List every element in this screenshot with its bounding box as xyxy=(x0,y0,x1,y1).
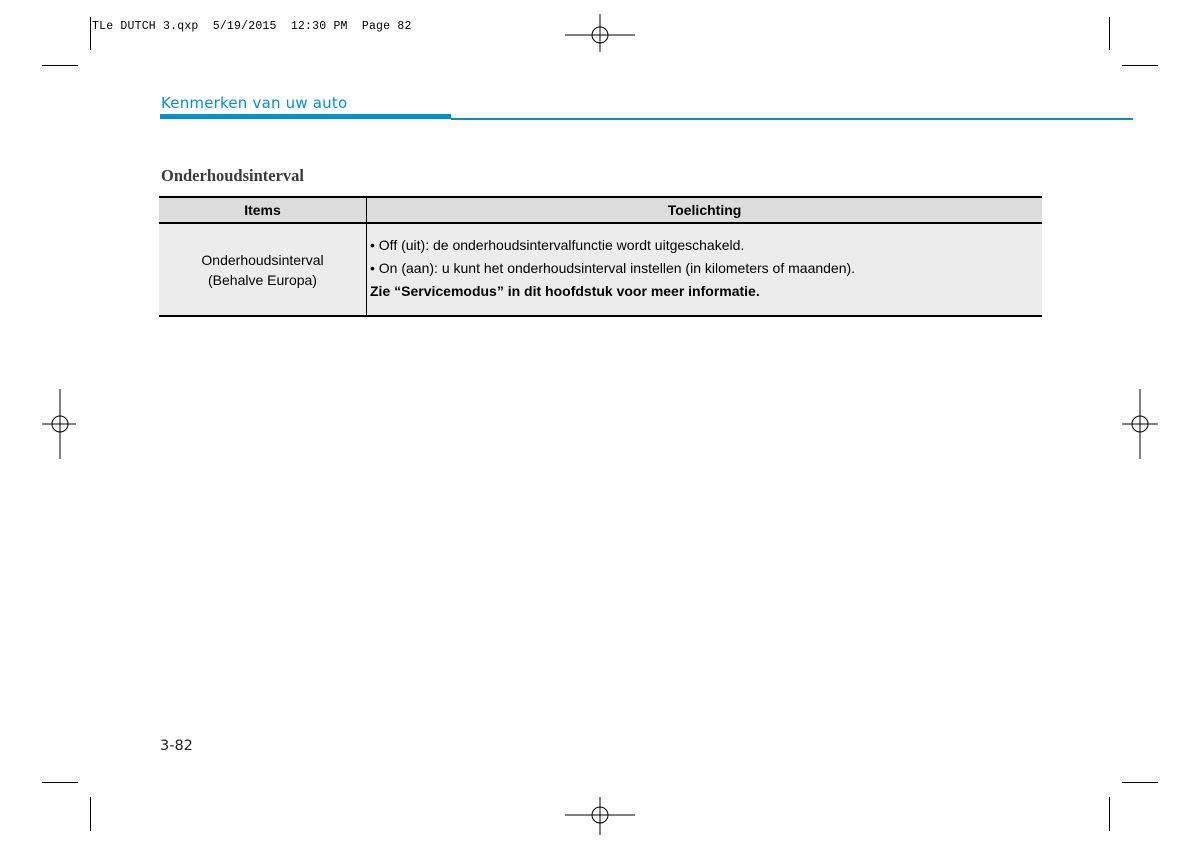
description-cell xyxy=(367,223,1043,316)
registration-mark-icon xyxy=(565,0,635,70)
bullet-off: • Off (uit): de onderhoudsintervalfunctie wordt uitgeschakeld. xyxy=(370,237,745,253)
header-rule xyxy=(160,114,451,119)
column-header-items: Items xyxy=(159,197,367,223)
item-qualifier: (Behalve Europa) xyxy=(208,271,317,288)
crop-mark xyxy=(42,782,78,783)
crop-mark xyxy=(90,797,91,831)
crop-mark xyxy=(42,65,78,66)
bullet-on: • On (aan): u kunt het onderhoudsinterval instellen (in kilometers of maanden). xyxy=(370,260,856,276)
crop-mark xyxy=(1122,65,1158,66)
page-number: 3-82 xyxy=(160,738,193,754)
settings-table xyxy=(159,196,1042,317)
crop-mark xyxy=(1109,797,1110,831)
item-cell xyxy=(159,223,367,316)
running-header: Kenmerken van uw auto xyxy=(161,94,348,112)
header-rule xyxy=(451,118,1133,120)
item-name: Onderhoudsinterval xyxy=(201,251,324,268)
column-header-toelichting: Toelichting xyxy=(367,197,1043,223)
crop-mark xyxy=(1122,782,1158,783)
registration-mark-icon xyxy=(565,780,635,850)
reference-note: Zie “Servicemodus” in dit hoofdstuk voor meer informatie. xyxy=(370,283,760,299)
crop-mark xyxy=(90,17,91,50)
print-slug: TLe DUTCH 3.qxp 5/19/2015 12:30 PM Page 82 xyxy=(92,20,412,33)
section-title: Onderhoudsinterval xyxy=(161,166,305,185)
registration-mark-icon xyxy=(25,389,95,459)
table-header-row xyxy=(159,197,1042,223)
crop-mark xyxy=(1109,17,1110,50)
table-row xyxy=(159,223,1042,316)
registration-mark-icon xyxy=(1105,389,1175,459)
